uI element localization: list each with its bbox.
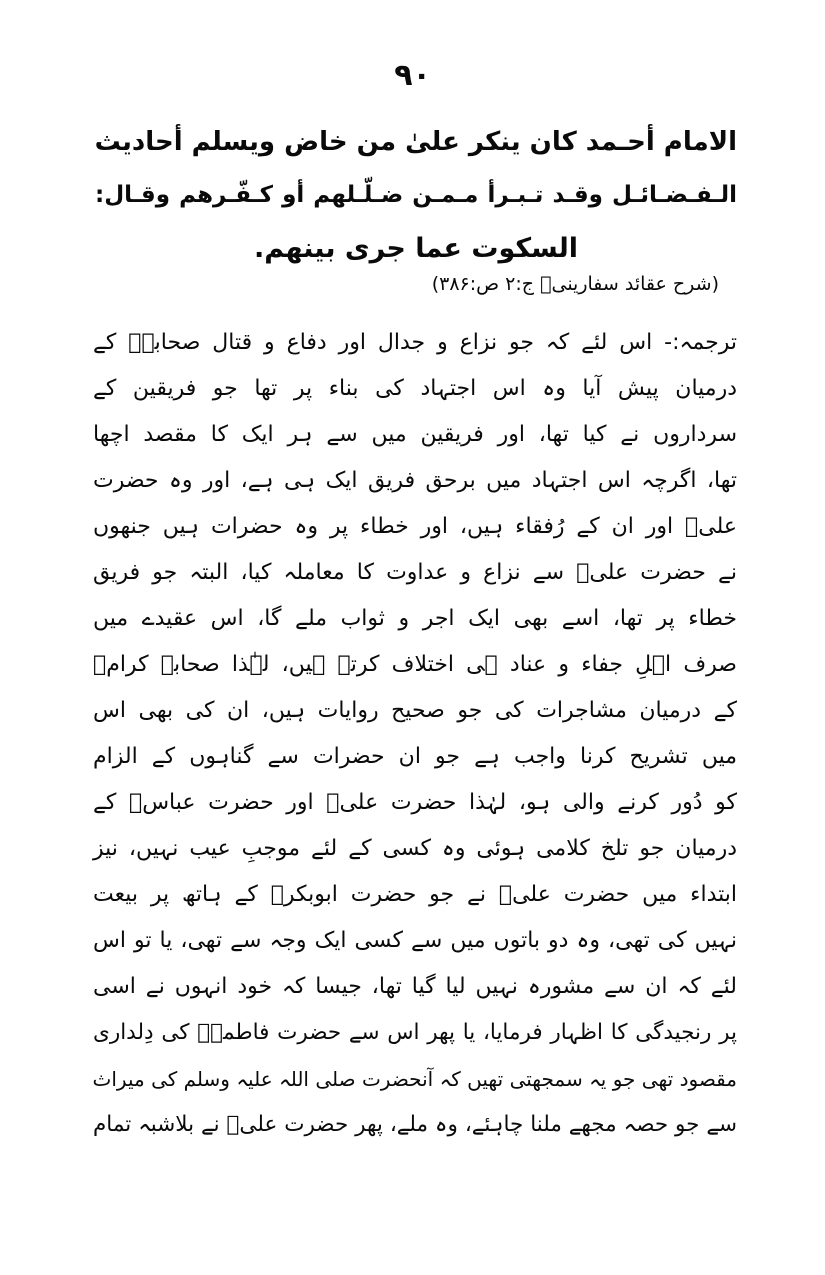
urdu-translation bbox=[93, 320, 737, 1148]
translation-line: میں تشریح کرنا واجب ہے جو ان حضرات سے گناہوں کے الزام bbox=[93, 744, 737, 769]
translation-line: پر رنجیدگی کا اظہار فرمایا، یا پھر اس سے حضرت فاطمہؓ کی دِلداری bbox=[93, 1020, 737, 1045]
translation-line: ابتداء میں حضرت علیؓ نے جو حضرت ابوبکرؓ کے ہاتھ پر بیعت bbox=[93, 882, 737, 907]
translation-line: لئے کہ ان سے مشورہ نہیں لیا گیا تھا، جیسا کہ خود انہوں نے اسی bbox=[93, 974, 737, 999]
arabic-quote bbox=[95, 116, 737, 275]
translation-line: کے درمیان مشاجرات کی جو صحیح روایات ہیں، ان کی بھی اس bbox=[93, 698, 737, 723]
translation-line: نے حضرت علیؓ سے نزاع و عداوت کا معاملہ کیا، البتہ جو فریق bbox=[93, 560, 737, 585]
arabic-quote-line: الامام أحـمد كان ينكر علىٰ من خاض ويسلم أحاديث bbox=[94, 127, 737, 157]
source-reference: (شرح عقائد سفارینیؒ ج:۲ ص:۳۸۶) bbox=[431, 273, 719, 295]
translation-line: تھا، اگرچہ اس اجتہاد میں برحق فریق ایک ہی ہے، اور وہ حضرت bbox=[93, 468, 737, 493]
translation-line: درمیان پیش آیا وہ اس اجتہاد کی بناء پر تھا جو فریقین کے bbox=[93, 376, 737, 401]
translation-line: نہیں کی تھی، وہ دو باتوں میں سے کسی ایک وجہ سے تھی، یا تو اس bbox=[93, 928, 737, 953]
page-number: ۹۰ bbox=[394, 58, 431, 93]
translation-line: سے جو حصہ مجھے ملنا چاہئے، وہ ملے، پھر حضرت علیؓ نے بلاشبہ تمام bbox=[93, 1112, 737, 1137]
arabic-quote-line: الـفـضـائـل وقـد تـبـرأ مـمـن ضـلّـلهم أو كـفّـرهم وقـال: bbox=[95, 182, 737, 208]
translation-line: مقصود تھی جو یہ سمجھتی تھیں کہ آنحضرت صلی اللہ علیہ وسلم کی میراث bbox=[92, 1067, 737, 1091]
translation-line: ترجمہ:- اس لئے کہ جو نزاع و جدال اور دفاع و قتال صحابہؓ کے bbox=[93, 330, 737, 355]
translation-line: علیؓ اور ان کے رُفقاء ہیں، اور خطاء پر وہ حضرات ہیں جنھوں bbox=[93, 514, 737, 539]
translation-line: سرداروں نے کیا تھا، اور فریقین میں سے ہر ایک کا مقصد اچھا bbox=[93, 422, 737, 447]
translation-line: صرف اہلِ جفاء و عناد ہی اختلاف کرتے ہیں، لہٰذا صحابہ کرامؓ bbox=[93, 652, 737, 677]
translation-line: کو دُور کرنے والی ہو، لہٰذا حضرت علیؓ اور حضرت عباسؓ کے bbox=[93, 790, 737, 815]
translation-line: درمیان جو تلخ کلامی ہوئی وہ کسی کے لئے موجبِ عیب نہیں، نیز bbox=[93, 836, 737, 861]
translation-line: خطاء پر تھا، اسے بھی ایک اجر و ثواب ملے گا، اس عقیدے میں bbox=[93, 606, 737, 631]
arabic-quote-line: السكوت عما جرى بينهم. bbox=[254, 233, 578, 264]
